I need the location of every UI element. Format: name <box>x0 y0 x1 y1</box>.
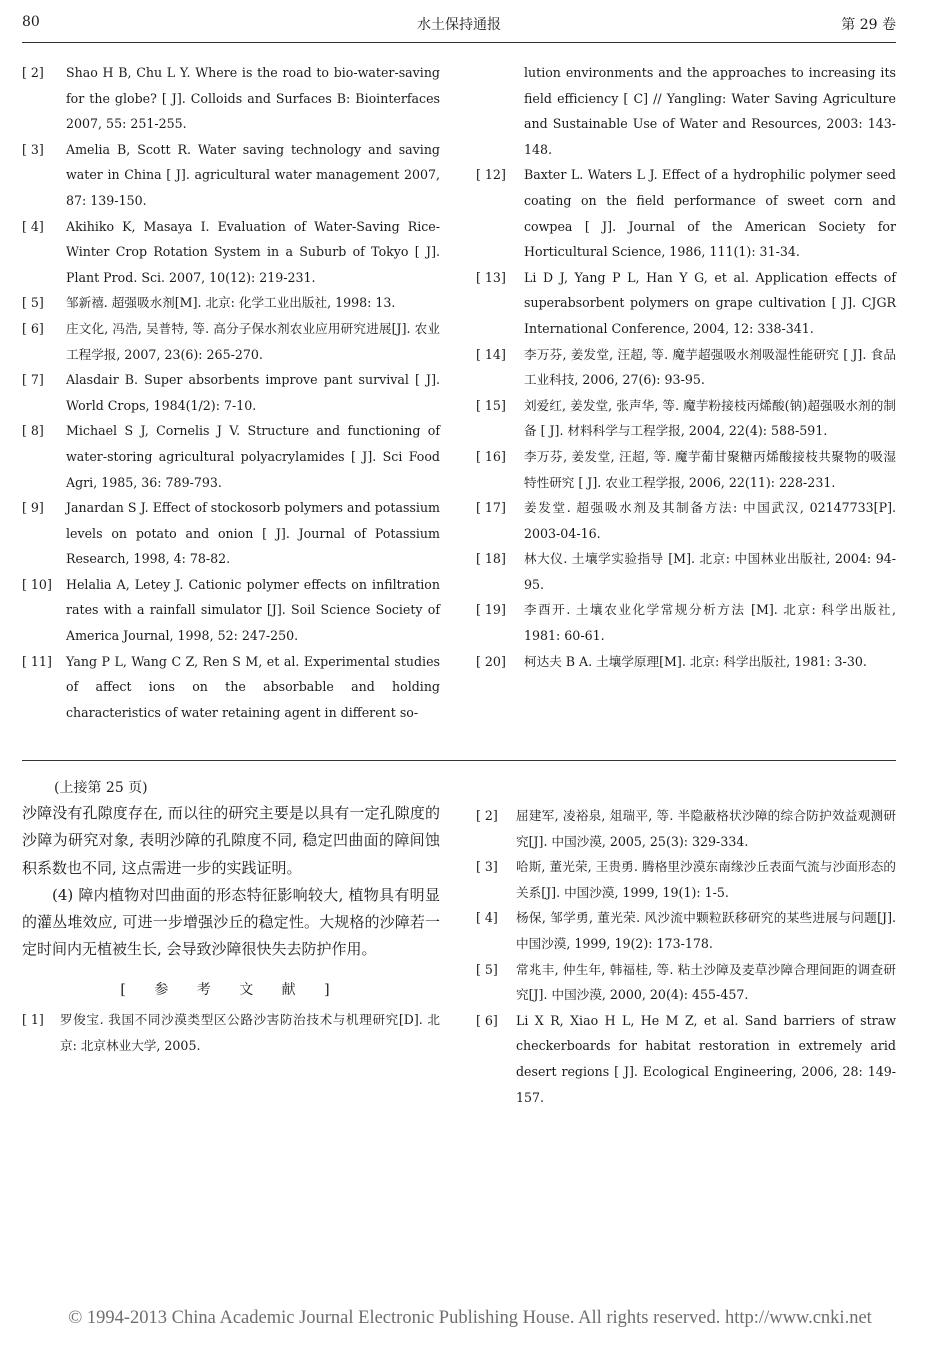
reference-number: [ 4] <box>22 218 44 234</box>
reference-item <box>22 60 440 137</box>
reference-number: [ 14] <box>476 346 506 362</box>
reference-text: Baxter L. Waters L J. Effect of a hydrophilic polymer seed coating on the field performance of sweet corn and cowpea [ J]. Journal of the American Society for Horticultural Science, 1986, 111(1): 31-34. <box>524 167 896 260</box>
reference-text: 罗俊宝. 我国不同沙漠类型区公路沙害防治技术与机理研究[D]. 北京: 北京林业大学, 2005. <box>60 1012 440 1053</box>
reference-number: [ 12] <box>476 167 506 183</box>
reference-text: 杨保, 邹学勇, 董光荣. 风沙流中颗粒跃移研究的某些进展与问题[J]. 中国沙漠, 1999, 19(2): 173-178. <box>516 910 896 951</box>
reference-item <box>22 418 440 495</box>
reference-number: [ 4] <box>476 910 498 926</box>
paragraph-2: (4) 障内植物对凹曲面的形态特征影响较大, 植物具有明显的灌丛堆效应, 可进一步增强沙丘的稳定性。大规格的沙障若一定时间内无植被生长, 会导致沙障很快失去防护作用。 <box>22 885 440 959</box>
reference-number: [ 9] <box>22 500 44 516</box>
reference-item <box>22 214 440 291</box>
reference-text: 姜发堂. 超强吸水剂及其制备方法: 中国武汉, 02147733[P]. 2003-04-16. <box>524 500 896 541</box>
reference-text: 柯达夫 B A. 土壤学原理[M]. 北京: 科学出版社, 1981: 3-30. <box>524 653 867 669</box>
reference-text: 刘爱红, 姜发堂, 张声华, 等. 魔芋粉接枝丙烯酸(钠)超强吸水剂的制备 [ J]. 材料科学与工程学报, 2004, 22(4): 588-591. <box>524 397 896 439</box>
reference-number: [ 17] <box>476 500 506 516</box>
reference-item <box>22 290 440 316</box>
reference-text: 邹新禧. 超强吸水剂[M]. 北京: 化学工业出版社, 1998: 13. <box>66 295 396 311</box>
reference-number: [ 10] <box>22 576 52 592</box>
reference-number: [ 18] <box>476 551 506 567</box>
paragraph-1: 沙障没有孔隙度存在, 而以往的研究主要是以具有一定孔隙度的沙障为研究对象, 表明沙障的孔隙度不同, 稳定凹曲面的障间蚀积系数也不同, 这点需进一步的实践证明。 <box>22 804 440 877</box>
reference-item <box>476 444 896 495</box>
reference-item <box>22 367 440 418</box>
reference-number: [ 7] <box>22 372 44 388</box>
reference-item <box>476 957 896 1008</box>
bottom-left-references <box>22 1007 440 1058</box>
continuation-section <box>22 776 440 1059</box>
reference-text: Yang P L, Wang C Z, Ren S M, et al. Experimental studies of affect ions on the absorbable and holding characteristics of water retaining agent in different so- <box>66 653 440 720</box>
reference-text: Janardan S J. Effect of stockosorb polymers and potassium levels on potato and onion [ J]. Journal of Potassium Research, 1998, 4: 78-82. <box>66 500 440 567</box>
reference-number: [ 1] <box>22 1012 44 1028</box>
reference-item <box>476 905 896 956</box>
reference-item <box>22 137 440 214</box>
journal-title: 水土保持通报 <box>417 17 501 33</box>
reference-item <box>476 162 896 264</box>
reference-text: Helalia A, Letey J. Cationic polymer effects on infiltration rates with a rainfall simulator [J]. Soil Science Society of America Journal, 1998, 52: 247-250. <box>66 576 440 644</box>
reference-number: [ 5] <box>22 295 44 311</box>
continuation-note: (上接第 25 页) <box>54 780 148 796</box>
reference-text: 林大仪. 土壤学实验指导 [M]. 北京: 中国林业出版社, 2004: 94-95. <box>524 551 896 592</box>
reference-item <box>476 265 896 342</box>
reference-text: Li X R, Xiao H L, He M Z, et al. Sand barriers of straw checkerboards for habitat restoration in extremely arid desert regions [ J]. Ecological Engineering, 2006, 28: 149-157. <box>516 1012 896 1105</box>
reference-number: [ 2] <box>476 808 498 823</box>
reference-number: [ 15] <box>476 397 506 413</box>
reference-item <box>476 495 896 546</box>
reference-item <box>476 1008 896 1110</box>
reference-item <box>476 854 896 905</box>
reference-text: 李万芬, 姜发堂, 汪超, 等. 魔芋超强吸水剂吸湿性能研究 [ J]. 食品工业科技, 2006, 27(6): 93-95. <box>524 346 896 388</box>
reference-number: [ 8] <box>22 423 44 439</box>
reference-text: Alasdair B. Super absorbents improve pant survival [ J]. World Crops, 1984(1/2): 7-10. <box>66 372 440 413</box>
reference-item <box>476 60 896 162</box>
reference-item <box>476 393 896 444</box>
reference-text: Shao H B, Chu L Y. Where is the road to bio-water-saving for the globe? [ J]. Colloids and Surfaces B: Biointerfaces 2007, 55: 251-255. <box>66 65 440 132</box>
reference-text: 常兆丰, 仲生年, 韩福桂, 等. 粘土沙障及麦草沙障合理间距的调查研究[J]. 中国沙漠, 2000, 20(4): 455-457. <box>516 961 896 1003</box>
reference-item <box>476 546 896 597</box>
reference-item <box>22 495 440 572</box>
reference-number: [ 3] <box>22 141 44 157</box>
references-left-column <box>22 60 440 725</box>
references-right-column <box>476 60 896 674</box>
reference-text: Michael S J, Cornelis J V. Structure and functioning of water-storing agricultural polyacrylamides [ J]. Sci Food Agri, 1985, 36: 789-793. <box>66 423 440 490</box>
reference-number: [ 16] <box>476 448 506 464</box>
bottom-right-references <box>476 803 896 1110</box>
reference-text: 庄文化, 冯浩, 吴普特, 等. 高分子保水剂农业应用研究进展[J]. 农业工程学报, 2007, 23(6): 265-270. <box>66 320 440 362</box>
reference-text: 屈建军, 凌裕泉, 俎瑞平, 等. 半隐蔽格状沙障的综合防护效益观测研究[J]. 中国沙漠, 2005, 25(3): 329-334. <box>516 808 896 849</box>
reference-number: [ 6] <box>22 320 44 336</box>
reference-text: 李万芬, 姜发堂, 汪超, 等. 魔芋葡甘聚糖丙烯酸接枝共聚物的吸湿特性研究 [ J]. 农业工程学报, 2006, 22(11): 228-231. <box>524 448 896 490</box>
reference-text: Li D J, Yang P L, Han Y G, et al. Application effects of superabsorbent polymers on grape cultivation [ J]. CJGR International Conference, 2004, 12: 338-341. <box>524 269 896 336</box>
reference-item <box>22 316 440 367</box>
reference-item <box>476 597 896 648</box>
reference-item <box>476 803 896 854</box>
reference-number: [ 6] <box>476 1012 498 1028</box>
reference-number: [ 20] <box>476 653 506 669</box>
reference-text: Amelia B, Scott R. Water saving technology and saving water in China [ J]. agricultural water management 2007, 87: 139-150. <box>66 141 440 208</box>
copyright-footer: © 1994-2013 China Academic Journal Electronic Publishing House. All rights reserved. http://www.cnki.net <box>68 1308 872 1328</box>
references-heading: [ 参 考 文 献 ] <box>120 981 342 998</box>
reference-number: [ 19] <box>476 602 506 618</box>
reference-text: lution environments and the approaches to increasing its field efficiency [ C] // Yangling: Water Saving Agriculture and Sustainable Use of Water and Resources, 2003: 143-148. <box>524 65 896 157</box>
section-rule <box>22 760 896 761</box>
reference-item <box>22 572 440 649</box>
volume-label: 第 29 卷 <box>841 17 896 33</box>
reference-number: [ 3] <box>476 859 498 875</box>
reference-item <box>476 649 896 675</box>
reference-text: 李酉开. 土壤农业化学常规分析方法 [M]. 北京: 科学出版社, 1981: 60-61. <box>524 602 896 644</box>
reference-item <box>476 342 896 393</box>
reference-number: [ 5] <box>476 961 498 977</box>
page-header <box>22 14 896 38</box>
reference-number: [ 13] <box>476 269 506 285</box>
reference-text: 哈斯, 董光荣, 王贵勇. 腾格里沙漠东南缘沙丘表面气流与沙面形态的关系[J]. 中国沙漠, 1999, 19(1): 1-5. <box>516 859 896 900</box>
reference-number: [ 11] <box>22 653 52 669</box>
header-rule <box>22 42 896 43</box>
reference-item <box>22 649 440 726</box>
page-number: 80 <box>22 14 40 30</box>
reference-text: Akihiko K, Masaya I. Evaluation of Water-Saving Rice-Winter Crop Rotation System in a Suburb of Tokyo [ J]. Plant Prod. Sci. 2007, 10(12): 219-231. <box>66 218 440 285</box>
reference-item <box>22 1007 440 1058</box>
reference-number: [ 2] <box>22 65 44 80</box>
